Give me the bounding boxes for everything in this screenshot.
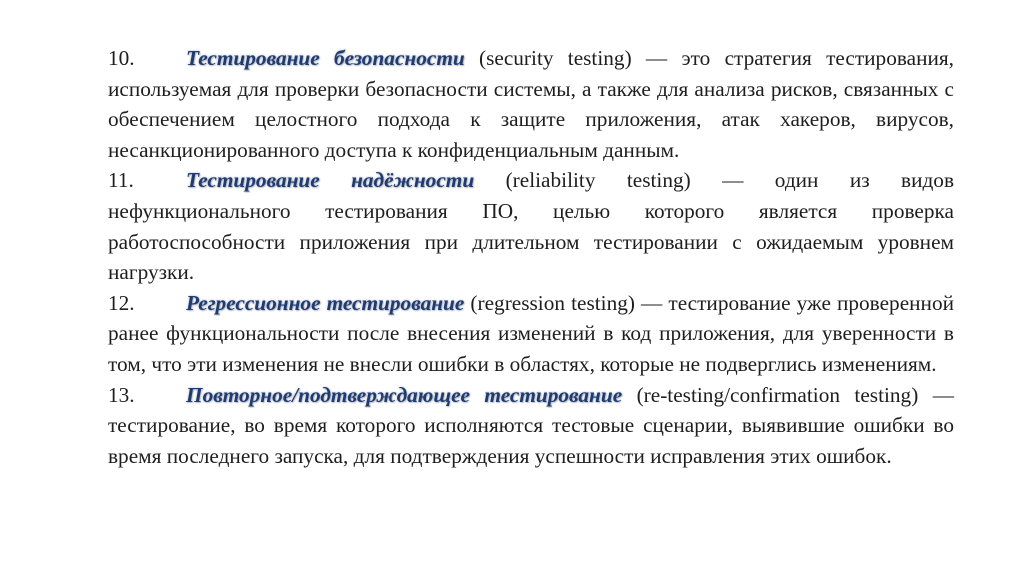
definition-item-11 xyxy=(108,165,954,287)
definition-text: (reliability testing) — один из видов нефункционального тестирования ПО, целью которого является проверка работоспособности приложения при длительном тестировании с ожидаемым уровнем нагрузки. xyxy=(108,168,955,285)
definition-text: (regression testing) — тестирование уже проверенной ранее функциональности после внесения изменений в код приложения, для уверенности в том, что эти изменения не внесли ошибки в областях, которые не подверглись изменениям. xyxy=(108,290,954,376)
term-re-testing: Повторное/подтверждающее тестирование xyxy=(186,382,623,407)
item-number: 10. xyxy=(108,46,135,70)
definition-text: (re-testing/confirmation testing) — тестирование, во время которого исполняются тестовые сценарии, выявившие ошибки во время последнего запуска, для подтверждения успешности исправления этих ошибок. xyxy=(108,382,954,468)
term-regression-testing: Регрессионное тестирование xyxy=(186,290,465,315)
definition-item-13 xyxy=(108,380,954,472)
definition-item-10 xyxy=(108,43,954,165)
definition-item-12 xyxy=(108,288,954,380)
term-security-testing: Тестирование безопасности xyxy=(186,46,465,70)
item-number: 12. xyxy=(108,290,135,315)
item-number: 13. xyxy=(108,382,135,407)
term-reliability-testing: Тестирование надёжности xyxy=(186,168,475,193)
definition-text: (security testing) — это стратегия тестирования, используемая для проверки безопасности системы, а также для анализа рисков, связанных с обеспечением целостного подхода к защите приложения, атак хакеров, вирусов, несанкционированного доступа к конфиденциальным данным. xyxy=(108,46,954,162)
definitions-list xyxy=(108,43,954,471)
item-number: 11. xyxy=(108,168,134,193)
